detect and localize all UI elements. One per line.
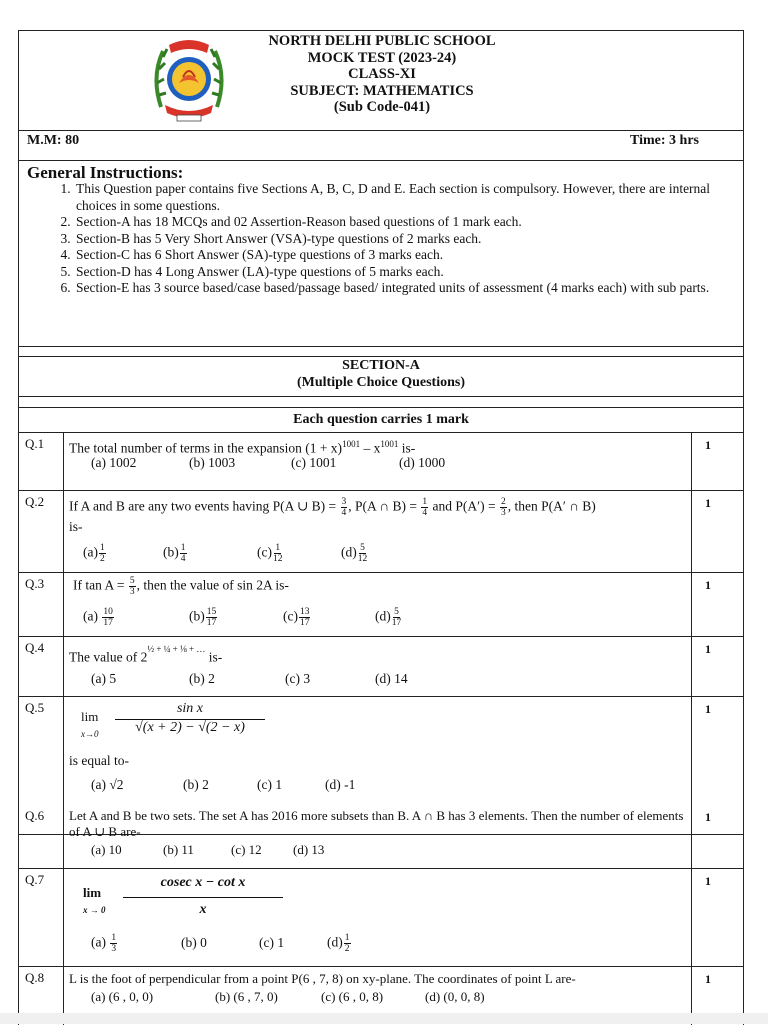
denominator: 4 <box>422 508 428 518</box>
option-a: (a) 5 <box>91 671 117 686</box>
numerator: 1 <box>422 497 428 507</box>
option-a: (a) √2 <box>91 777 124 792</box>
fraction <box>500 497 507 518</box>
numerator: 15 <box>206 607 217 617</box>
numerator: 10 <box>103 607 113 617</box>
question-number: Q.6 <box>25 808 45 823</box>
numerator: 1 <box>111 933 117 943</box>
exam-page <box>18 30 744 1025</box>
question-tail: is equal to- <box>69 753 129 768</box>
question-text: Let A and B be two sets. The set A has 2016 more subsets than B. A ∩ B has 3 elements. Then the number of elements of A ∪ B are- <box>69 808 684 839</box>
fraction <box>129 576 136 597</box>
option-a: (a) 10 <box>91 842 122 857</box>
option-b <box>189 607 218 628</box>
option-a: (a) (6 , 0, 0) <box>91 989 154 1004</box>
question-stem: The value of 2 <box>69 649 148 665</box>
question-7 <box>19 869 743 967</box>
denominator: 3 <box>500 508 506 518</box>
option-d: (d) 1000 <box>399 455 446 470</box>
fraction <box>99 543 106 564</box>
numerator: 1 <box>275 543 281 553</box>
denominator: 17 <box>299 618 310 628</box>
question-4 <box>19 637 743 697</box>
option-d: (d) -1 <box>325 777 356 792</box>
option-label: (d) <box>341 544 357 560</box>
option-d: (d) (0, 0, 8) <box>425 989 485 1004</box>
option-b: (b) 2 <box>189 671 215 686</box>
instructions-list <box>19 181 714 297</box>
instruction-item: 3. Section-B has 5 Very Short Answer (VSA)-type questions of 2 marks each. <box>74 231 714 248</box>
numerator: 5 <box>394 607 399 617</box>
denominator: 12 <box>357 554 368 564</box>
question-marks: 1 <box>705 972 711 986</box>
time-allowed: Time: 3 hrs <box>630 133 699 148</box>
option-c <box>283 607 311 628</box>
section-divider <box>19 347 743 357</box>
instructions-title: General Instructions: <box>27 163 184 182</box>
school-emblem-logo <box>149 37 229 125</box>
option-label: (b) <box>189 608 205 624</box>
fraction <box>344 933 351 954</box>
question-2 <box>19 491 743 573</box>
option-c: (c) 3 <box>285 671 311 686</box>
denominator: 3 <box>111 944 117 954</box>
question-marks: 1 <box>705 496 711 510</box>
option-a <box>83 607 115 628</box>
option-b: (b) 1003 <box>189 455 236 470</box>
denominator: 3 <box>129 587 135 597</box>
question-tail: is- <box>398 440 416 456</box>
question-text <box>69 497 689 535</box>
expression: – x <box>360 440 381 456</box>
question-stem: and P(A′) = <box>432 498 496 514</box>
numerator: 1 <box>99 543 105 553</box>
numerator: 1 <box>180 543 186 553</box>
subject-name: SUBJECT: MATHEMATICS <box>290 82 474 99</box>
exam-header <box>19 31 743 131</box>
exponent: ½ + ¼ + ⅛ + … <box>147 644 206 654</box>
section-title: SECTION-A <box>342 358 420 373</box>
question-marks: 1 <box>705 810 711 824</box>
option-label: (c) <box>283 608 298 624</box>
denominator: 17 <box>103 618 113 628</box>
limit-label: lim <box>83 885 102 900</box>
denominator: 12 <box>272 554 283 564</box>
denominator: 4 <box>341 508 347 518</box>
question-number: Q.4 <box>25 640 45 655</box>
limit-operator <box>83 885 106 917</box>
school-name: NORTH DELHI PUBLIC SCHOOL <box>268 33 496 49</box>
exponent: 1001 <box>380 439 399 449</box>
question-tail: is- <box>205 649 223 665</box>
question-stem: , P(A ∩ B) = <box>348 498 418 514</box>
denominator: 17 <box>391 618 402 628</box>
question-stem: If tan A = <box>73 577 125 593</box>
section-subtitle: (Multiple Choice Questions) <box>297 375 465 390</box>
option-d: (d) 13 <box>293 842 325 857</box>
denominator: 2 <box>99 554 105 564</box>
numerator: cosec x − cot x <box>123 875 283 898</box>
option-d <box>327 933 352 954</box>
option-b: (b) (6 , 7, 0) <box>215 989 278 1004</box>
question-6 <box>19 805 743 869</box>
option-label: (b) <box>163 544 179 560</box>
question-stem: , then P(A′ ∩ B) <box>507 498 596 514</box>
exponent: 1001 <box>342 439 361 449</box>
fraction <box>206 607 218 628</box>
option-c: (c) 1 <box>257 777 283 792</box>
option-c: (c) (6 , 0, 8) <box>321 989 384 1004</box>
denominator: √(x + 2) − √(2 − x) <box>135 720 245 735</box>
option-label: (c) <box>257 544 272 560</box>
question-number: Q.1 <box>25 436 45 451</box>
fraction <box>180 543 187 564</box>
question-number: Q.3 <box>25 576 45 591</box>
option-b: (b) 0 <box>181 935 207 950</box>
option-d: (d) 14 <box>375 671 408 686</box>
numerator: sin x <box>115 701 265 720</box>
limit-fraction <box>123 875 283 918</box>
page-bottom-strip <box>0 1013 768 1024</box>
question-3 <box>19 573 743 637</box>
option-label: (d) <box>375 608 391 624</box>
marks-note-row <box>19 407 743 433</box>
option-label: (a) <box>83 608 98 624</box>
question-number: Q.5 <box>25 700 45 715</box>
question-marks: 1 <box>705 642 711 656</box>
question-marks: 1 <box>705 874 711 888</box>
instruction-item: 1. This Question paper contains five Sections A, B, C, D and E. Each section is compulsory. However, there are internal choices in some questions. <box>74 181 714 214</box>
question-text <box>73 576 693 597</box>
option-d <box>341 543 368 564</box>
numerator: 3 <box>341 497 347 507</box>
school-heading-block <box>239 33 525 116</box>
option-b: (b) 11 <box>163 842 194 857</box>
question-marks: 1 <box>705 438 711 452</box>
numerator: 13 <box>299 607 310 617</box>
limit-subscript: x→0 <box>81 729 99 739</box>
instruction-item: 6. Section-E has 3 source based/case based/passage based/ integrated units of assessment (4 marks each) with sub parts. <box>74 280 714 297</box>
numerator: 5 <box>129 576 135 586</box>
instruction-item: 4. Section-C has 6 Short Answer (SA)-type questions of 3 marks each. <box>74 247 714 264</box>
numerator: 1 <box>344 933 350 943</box>
question-1 <box>19 433 743 491</box>
question-marks: 1 <box>705 702 711 716</box>
question-number: Q.7 <box>25 872 45 887</box>
limit-subscript: x → 0 <box>83 905 106 915</box>
option-b <box>163 543 188 564</box>
option-b: (b) 2 <box>183 777 209 792</box>
question-stem: , then the value of sin 2A is- <box>136 577 289 593</box>
fraction <box>341 497 348 518</box>
denominator: x <box>199 902 207 917</box>
fraction <box>102 607 114 628</box>
option-c: (c) 1 <box>259 935 285 950</box>
marks-note: Each question carries 1 mark <box>293 412 469 427</box>
option-a <box>83 543 107 564</box>
fraction <box>358 543 368 564</box>
option-label: (d) <box>327 934 343 950</box>
denominator: 2 <box>344 944 350 954</box>
limit-fraction <box>115 701 265 736</box>
question-tail: is- <box>69 519 83 534</box>
instruction-item: 2. Section-A has 18 MCQs and 02 Assertion-Reason based questions of 1 mark each. <box>74 214 714 231</box>
fraction <box>299 607 311 628</box>
denominator: 4 <box>180 554 186 564</box>
question-number: Q.8 <box>25 970 45 985</box>
section-heading <box>19 347 743 397</box>
fraction <box>273 543 283 564</box>
class-name: CLASS-XI <box>348 66 416 82</box>
question-stem: The total number of terms in the expansion <box>69 440 302 456</box>
limit-operator <box>81 709 99 741</box>
max-marks: M.M: 80 <box>27 133 80 148</box>
option-a <box>91 933 118 954</box>
subject-code: (Sub Code-041) <box>333 99 431 115</box>
fraction <box>392 607 402 628</box>
general-instructions <box>19 161 743 347</box>
question-text: L is the foot of perpendicular from a point P(6 , 7, 8) on xy-plane. The coordinates of point L are- <box>69 971 576 986</box>
option-a: (a) 1002 <box>91 455 137 470</box>
marks-time-row <box>19 131 743 161</box>
limit-label: lim <box>81 709 99 724</box>
question-text <box>69 645 689 666</box>
option-c: (c) 1001 <box>291 455 337 470</box>
question-marks: 1 <box>705 578 711 592</box>
question-stem: If A and B are any two events having P(A ∪ B) = <box>69 498 337 514</box>
option-d <box>375 607 402 628</box>
option-c: (c) 12 <box>231 842 262 857</box>
numerator: 5 <box>360 543 365 553</box>
question-number: Q.2 <box>25 494 45 509</box>
test-name: MOCK TEST (2023-24) <box>307 49 457 66</box>
expression: (1 + x) <box>305 440 343 456</box>
instruction-item: 5. Section-D has 4 Long Answer (LA)-type questions of 5 marks each. <box>74 264 714 281</box>
option-label: (a) <box>83 544 98 560</box>
option-label: (a) <box>91 934 106 950</box>
option-c <box>257 543 283 564</box>
fraction <box>110 933 117 954</box>
denominator: 17 <box>206 618 217 628</box>
question-text <box>69 436 689 457</box>
numerator: 2 <box>500 497 506 507</box>
fraction <box>421 497 428 518</box>
